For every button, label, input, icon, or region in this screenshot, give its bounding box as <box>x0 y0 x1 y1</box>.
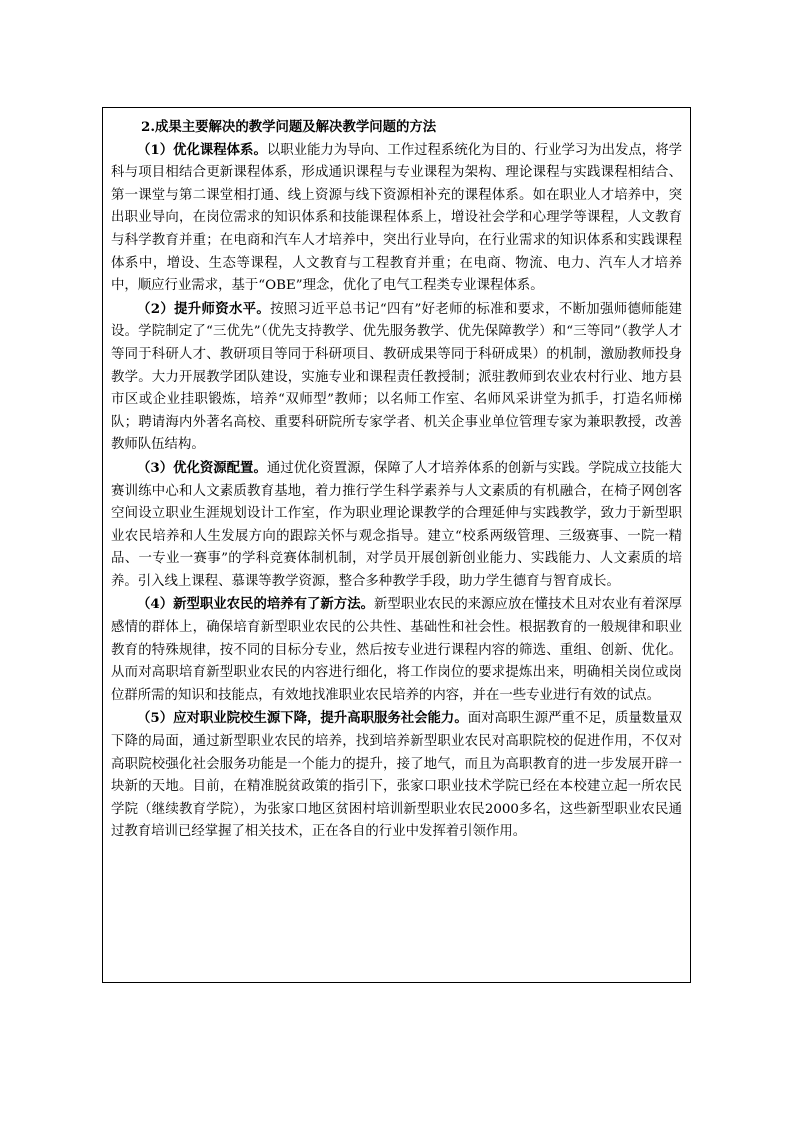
paragraph-lead: （2）提升师资水平。 <box>137 300 271 317</box>
paragraph-lead: （3）优化资源配置。 <box>137 459 267 476</box>
paragraph-text: 通过优化资置源，保障了人才培养体系的创新与实践。学院成立技能大赛训练中心和人文素质教育基地，着力推行学生科学素养与人文素质的有机融合，在椅子网创客空间设立职业生涯规划设计工作室，作为职业理论课教学的合理延伸与实践教学，致力于新型职业农民培养和人生发展方向的跟踪关怀与观念指导。建立“校系两级管理、三级赛事、一院一精品、一专业一赛事”的学科竞赛体制机制，对学员开展创新创业能力、实践能力、人文素质的培养。引入线上课程、慕课等教学资源，整合多种教学手段，助力学生德育与智育成长。 <box>111 460 682 589</box>
paragraph-lead: （5）应对职业院校生源下降，提升高职服务社会能力。 <box>137 710 468 727</box>
content-frame <box>102 107 691 983</box>
paragraph-text: 以职业能力为导向、工作过程系统化为目的、行业学习为出发点，将学科与项目相结合更新课程体系，形成通识课程与专业课程为架构、理论课程与实践课程相结合、第一课堂与第二课堂相打通、线上资源与线下资源相补充的课程体系。如在职业人才培养中，突出职业导向，在岗位需求的知识体系和技能课程体系上，增设社会学和心理学等课程，人文教育与科学教育并重；在电商和汽车人才培养中，突出行业导向，在行业需求的知识体系和实践课程体系中，增设、生态等课程，人文教育与工程教育并重；在电商、物流、电力、汽车人才培养中，顺应行业需求，基于“OBE”理念，优化了电气工程类专业课程体系。 <box>111 142 682 294</box>
paragraph-resources <box>111 457 682 594</box>
paragraph-farmers <box>111 593 682 707</box>
paragraph-curriculum <box>111 139 682 298</box>
paragraph-lead: （4）新型职业农民的培养有了新方法。 <box>137 596 374 613</box>
paragraph-text: 按照习近平总书记“四有”好老师的标准和要求，不断加强师德师能建设。学院制定了“三优先”（优先支持教学、优先服务教学、优先保障教学）和“三等同”（教学人才等同于科研人才、教研项目等同于科研项目、教研成果等同于科研成果）的机制，激励教师投身教学。大力开展教学团队建设，实施专业和课程责任教授制；派驻教师到农业农村行业、地方县市区或企业挂职锻炼，培养“双师型”教师；以名师工作室、名师风采讲堂为抓手，打造名师梯队；聘请海内外著名高校、重要科研院所专家学者、机关企事业单位管理专家为兼职教授，改善教师队伍结构。 <box>111 301 682 453</box>
paragraph-text: 新型职业农民的来源应放在懂技术且对农业有着深厚感情的群体上，确保培育新型职业农民的公共性、基础性和社会性。根据教育的一般规律和职业教育的特殊规律，按不同的目标分专业，然后按专业进行课程内容的筛选、重组、创新、优化。从而对高职培育新型职业农民的内容进行细化，将工作岗位的要求提炼出来，明确相关岗位或岗位群所需的知识和技能点，有效地找准职业农民培养的内容，并在一些专业进行有效的试点。 <box>111 597 682 703</box>
paragraph-text: 面对高职生源严重不足，质量数量双下降的局面，通过新型职业农民的培养，找到培养新型职业农民对高职院校的促进作用，不仅对高职院校强化社会服务功能是一个能力的提升，接了地气，而且为高职教育的进一步发展开辟一块新的天地。目前，在精准脱贫政策的指引下，张家口职业技术学院已经在本校建立起一所农民学院（继续教育学院），为张家口地区贫困村培训新型职业农民2000多名，这些新型职业农民通过教育培训已经掌握了相关技术，正在各自的行业中发挥着引领作用。 <box>111 711 683 840</box>
paragraph-lead: （1）优化课程体系。 <box>137 141 267 158</box>
paragraph-faculty <box>111 298 682 457</box>
paragraph-enrollment <box>111 707 682 844</box>
section-heading: 2.成果主要解决的教学问题及解决教学问题的方法 <box>141 119 437 135</box>
document-body <box>111 116 682 844</box>
